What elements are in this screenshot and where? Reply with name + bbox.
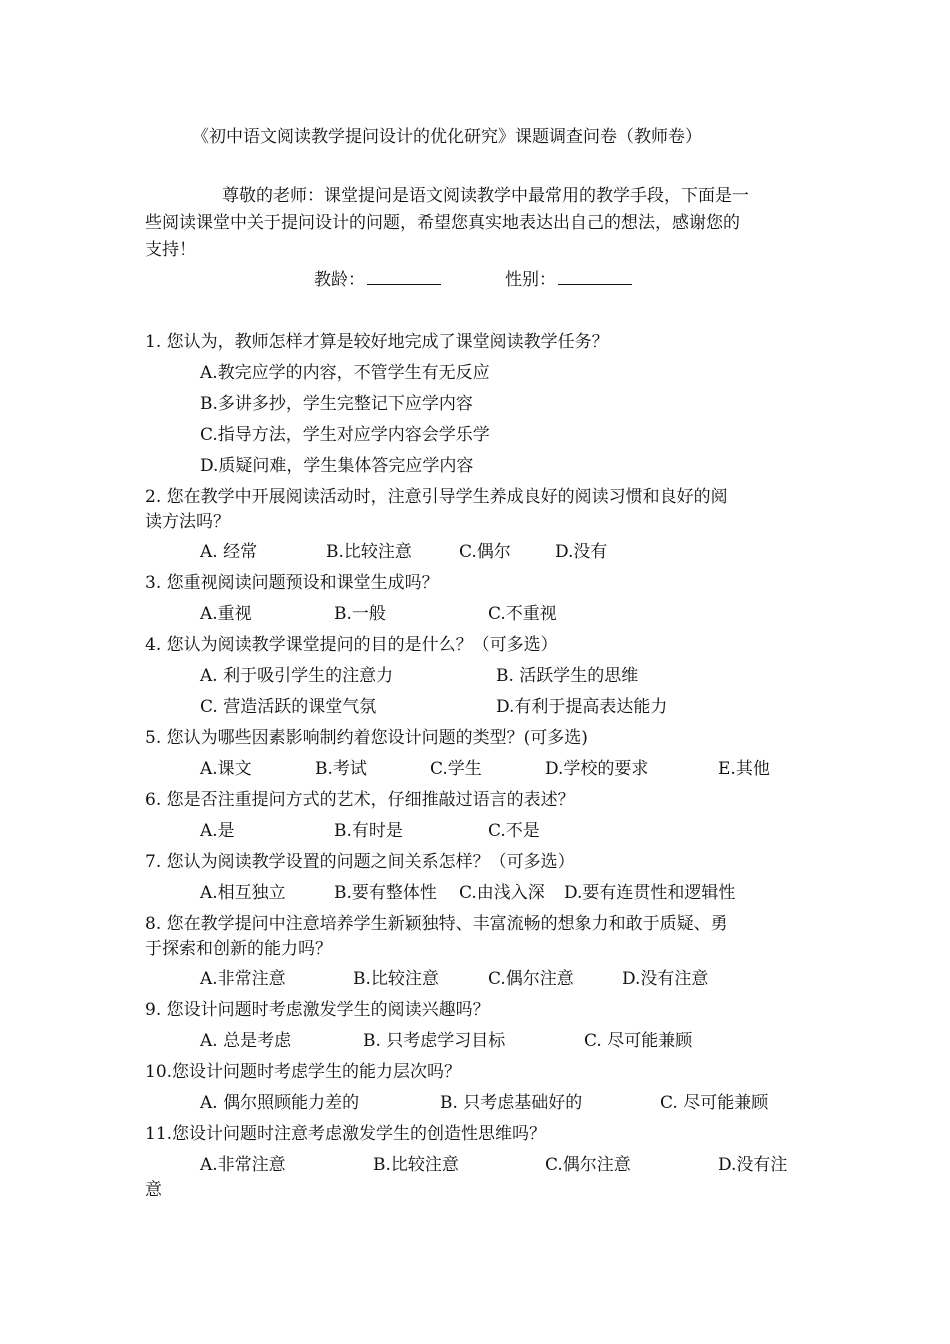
q10-option-c[interactable]: C. 尽可能兼顾: [660, 1093, 769, 1113]
q4-option-c[interactable]: C. 营造活跃的课堂气氛: [200, 697, 377, 717]
q2-option-d[interactable]: D.没有: [555, 542, 608, 562]
q10-option-a[interactable]: A. 偶尔照顾能力差的: [200, 1093, 360, 1113]
q11-option-b[interactable]: B.比较注意: [373, 1155, 459, 1175]
teaching-age-label: 教龄：: [314, 270, 365, 290]
q6-option-c[interactable]: C.不是: [488, 821, 540, 841]
q11-option-c[interactable]: C.偶尔注意: [545, 1155, 631, 1175]
q5-option-e[interactable]: E.其他: [718, 759, 770, 779]
question-11: 11.您设计问题时注意考虑激发学生的创造性思维吗？: [145, 1124, 547, 1144]
q5-option-b[interactable]: B.考试: [315, 759, 367, 779]
question-6: 6. 您是否注重提问方式的艺术，仔细推敲过语言的表述？: [145, 790, 575, 810]
q7-option-d[interactable]: D.要有连贯性和逻辑性: [564, 883, 736, 903]
question-4: 4. 您认为阅读教学课堂提问的目的是什么？（可多选）: [145, 635, 558, 655]
gender-blank[interactable]: [558, 270, 632, 285]
q10-option-b[interactable]: B. 只考虑基础好的: [440, 1093, 583, 1113]
gender-field[interactable]: [505, 269, 632, 291]
q11-option-d-wrap: 意: [145, 1180, 162, 1200]
question-1: 1. 您认为，教师怎样才算是较好地完成了课堂阅读教学任务？: [145, 332, 609, 352]
question-7: 7. 您认为阅读教学设置的问题之间关系怎样？（可多选）: [145, 852, 575, 872]
q2-option-b[interactable]: B.比较注意: [326, 542, 412, 562]
q8-option-c[interactable]: C.偶尔注意: [488, 969, 574, 989]
q4-option-d[interactable]: D.有利于提高表达能力: [496, 697, 668, 717]
intro-line-3: 支持！: [145, 240, 196, 260]
question-8-cont: 于探索和创新的能力吗？: [145, 939, 332, 959]
teaching-age-field[interactable]: [314, 269, 441, 291]
teaching-age-blank[interactable]: [367, 270, 441, 285]
q1-option-a[interactable]: A.教完应学的内容，不管学生有无反应: [200, 363, 490, 383]
intro-line-1: 尊敬的老师：课堂提问是语文阅读教学中最常用的教学手段，下面是一: [222, 186, 749, 206]
q5-option-d[interactable]: D.学校的要求: [545, 759, 649, 779]
q8-option-b[interactable]: B.比较注意: [353, 969, 439, 989]
q6-option-a[interactable]: A.是: [200, 821, 235, 841]
q5-option-c[interactable]: C.学生: [430, 759, 482, 779]
q9-option-b[interactable]: B. 只考虑学习目标: [363, 1031, 506, 1051]
q1-option-c[interactable]: C.指导方法，学生对应学内容会学乐学: [200, 425, 490, 445]
q9-option-a[interactable]: A. 总是考虑: [200, 1031, 292, 1051]
q11-option-a[interactable]: A.非常注意: [200, 1155, 286, 1175]
q7-option-b[interactable]: B.要有整体性: [334, 883, 437, 903]
q7-option-a[interactable]: A.相互独立: [200, 883, 286, 903]
gender-label: 性别：: [505, 270, 556, 290]
question-3: 3. 您重视阅读问题预设和课堂生成吗？: [145, 573, 439, 593]
question-5: 5. 您认为哪些因素影响制约着您设计问题的类型？(可多选): [145, 728, 588, 748]
q5-option-a[interactable]: A.课文: [200, 759, 252, 779]
q6-option-b[interactable]: B.有时是: [334, 821, 403, 841]
q11-option-d[interactable]: D.没有注: [718, 1155, 788, 1175]
q7-option-c[interactable]: C.由浅入深: [459, 883, 545, 903]
q8-option-d[interactable]: D.没有注意: [622, 969, 709, 989]
q4-option-a[interactable]: A. 利于吸引学生的注意力: [200, 666, 394, 686]
question-2-cont: 读方法吗？: [145, 512, 230, 532]
q3-option-a[interactable]: A.重视: [200, 604, 252, 624]
question-2: 2. 您在教学中开展阅读活动时，注意引导学生养成良好的阅读习惯和良好的阅: [145, 487, 728, 507]
q4-option-b[interactable]: B. 活跃学生的思维: [496, 666, 639, 686]
q8-option-a[interactable]: A.非常注意: [200, 969, 286, 989]
q2-option-a[interactable]: A. 经常: [200, 542, 258, 562]
q3-option-b[interactable]: B.一般: [334, 604, 386, 624]
page-title: 《初中语文阅读教学提问设计的优化研究》课题调查问卷（教师卷）: [192, 127, 702, 147]
q2-option-c[interactable]: C.偶尔: [459, 542, 511, 562]
question-8: 8. 您在教学提问中注意培养学生新颖独特、丰富流畅的想象力和敢于质疑、勇: [145, 914, 728, 934]
q9-option-c[interactable]: C. 尽可能兼顾: [584, 1031, 693, 1051]
q1-option-d[interactable]: D.质疑问难，学生集体答完应学内容: [200, 456, 474, 476]
question-10: 10.您设计问题时考虑学生的能力层次吗？: [145, 1062, 462, 1082]
intro-line-2: 些阅读课堂中关于提问设计的问题，希望您真实地表达出自己的想法，感谢您的: [145, 213, 740, 233]
q1-option-b[interactable]: B.多讲多抄，学生完整记下应学内容: [200, 394, 473, 414]
question-9: 9. 您设计问题时考虑激发学生的阅读兴趣吗？: [145, 1000, 490, 1020]
q3-option-c[interactable]: C.不重视: [488, 604, 557, 624]
